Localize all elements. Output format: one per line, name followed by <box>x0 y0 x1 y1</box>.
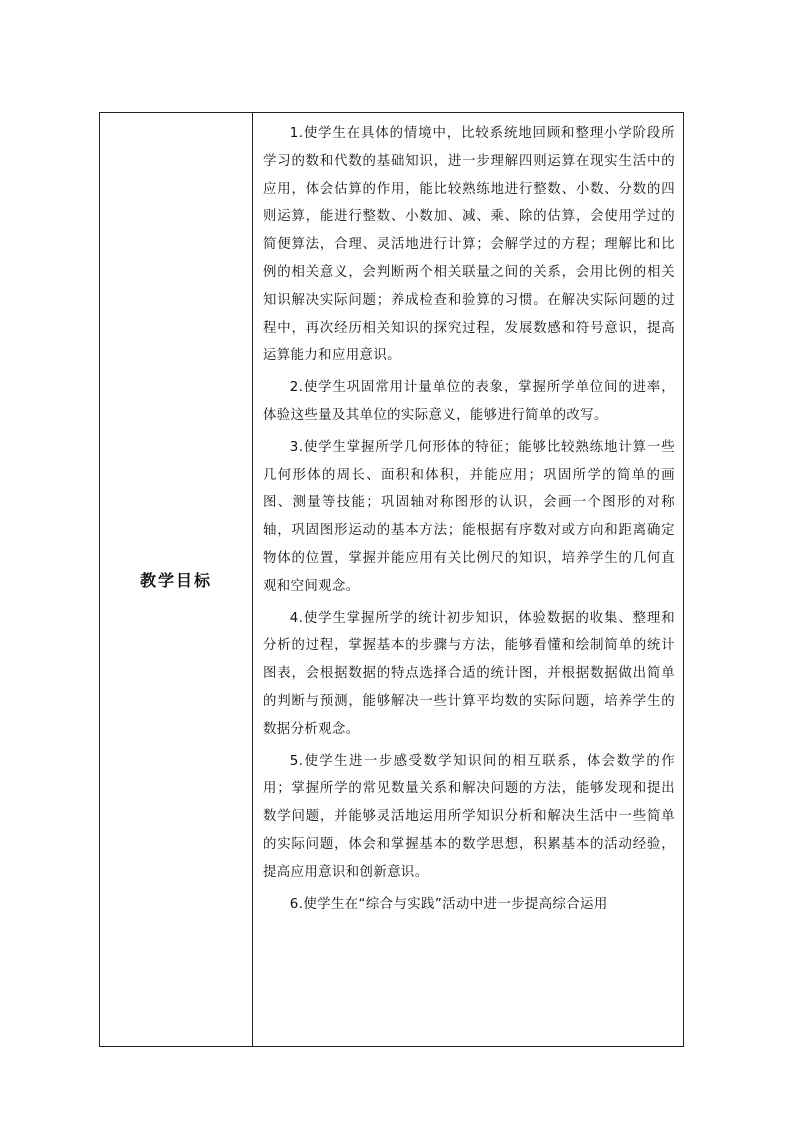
goals-content-cell <box>253 113 683 1046</box>
goal-paragraph-3: 3.使学生掌握所学几何形体的特征；能够比较熟练地计算一些几何形体的周长、面积和体积，并能应用；巩固所学的简单的画图、测量等技能；巩固轴对称图形的认识，会画一个图形的对称轴，巩固图形运动的基本方法；能根据有序数对或方向和距离确定物体的位置，掌握并能应用有关比例尺的知识，培养学生的几何直观和空间观念。 <box>263 439 675 594</box>
row-label-cell <box>100 113 253 1046</box>
row-label: 教学目标 <box>139 571 212 590</box>
goal-paragraph-2: 2.使学生巩固常用计量单位的表象，掌握所学单位间的进率，体验这些量及其单位的实际意义，能够进行简单的改写。 <box>263 380 675 423</box>
goal-paragraph-5: 5.使学生进一步感受数学知识间的相互联系，体会数学的作用；掌握所学的常见数量关系和解决问题的方法，能够发现和提出数学问题，并能够灵活地运用所学知识分析和解决生活中一些简单的实际问题，体会和掌握基本的数学思想，积累基本的活动经验，提高应用意识和创新意识。 <box>263 753 675 880</box>
goal-paragraph-4: 4.使学生掌握所学的统计初步知识，体验数据的收集、整理和分析的过程，掌握基本的步骤与方法，能够看懂和绘制简单的统计图表，会根据数据的特点选择合适的统计图，并根据数据做出简单的判断与预测，能够解决一些计算平均数的实际问题，培养学生的数据分析观念。 <box>263 610 675 737</box>
goal-paragraph-1: 1.使学生在具体的情境中，比较系统地回顾和整理小学阶段所学习的数和代数的基础知识，进一步理解四则运算在现实生活中的应用，体会估算的作用，能比较熟练地进行整数、小数、分数的四则运算，能进行整数、小数加、减、乘、除的估算，会使用学过的简便算法，合理、灵活地进行计算；会解学过的方程；理解比和比例的相关意义，会判断两个相关联量之间的关系，会用比例的相关知识解决实际问题；养成检查和验算的习惯。在解决实际问题的过程中，再次经历相关知识的探究过程，发展数感和符号意识，提高运算能力和应用意识。 <box>263 126 675 364</box>
goal-paragraph-6: 6.使学生在“综合与实践”活动中进一步提高综合运用 <box>289 896 608 912</box>
teaching-goals-table <box>99 112 684 1047</box>
